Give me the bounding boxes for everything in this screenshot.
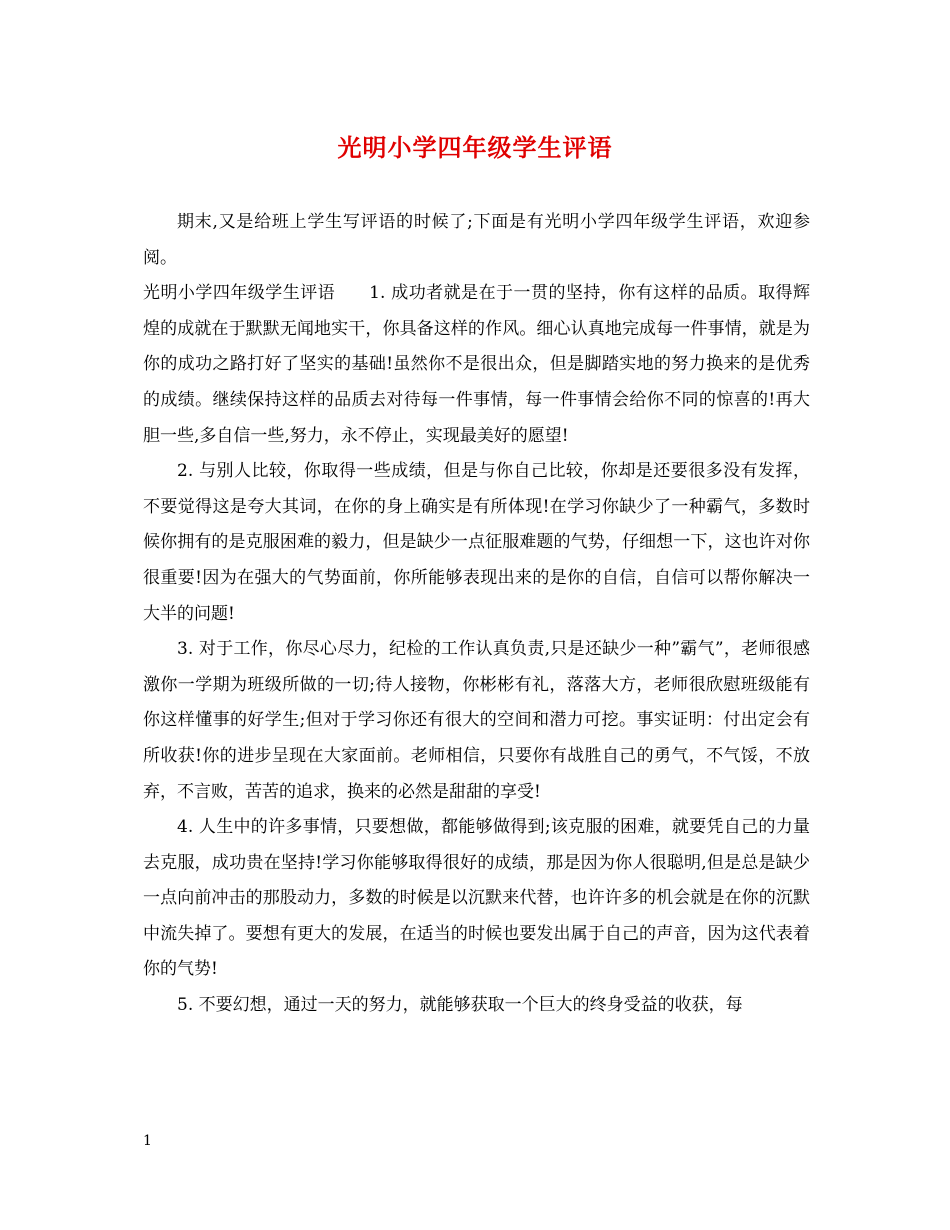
document-body [143,205,810,1024]
document-title: 光明小学四年级学生评语 [337,133,613,162]
first-comment-paragraph [143,276,810,454]
page-number: 1 [143,1133,152,1149]
intro-paragraph: 期末,又是给班上学生写评语的时候了;下面是有光明小学四年级学生评语，欢迎参阅。 [143,212,810,268]
comment-1: 1. 成功者就是在于一贯的坚持，你有这样的品质。取得辉煌的成就在于默默无闻地实干，你具备这样的作风。细心认真地完成每一件事情，就是为你的成功之路打好了坚实的基础!虽然你不是很出众，但是脚踏实地的努力换来的是优秀的成绩。继续保持这样的品质去对待每一件事情，每一件事情会给你不同的惊喜的!再大胆一些,多自信一些,努力，永不停止，实现最美好的愿望! [143,283,811,446]
comment-2: 2. 与别人比较，你取得一些成绩，但是与你自己比较，你却是还要很多没有发挥，不要觉得这是夸大其词，在你的身上确实是有所体现!在学习你缺少了一种霸气，多数时候你拥有的是克服困难的毅力，但是缺少一点征服难题的气势，仔细想一下，这也许对你很重要!因为在强大的气势面前，你所能够表现出来的是你的自信，自信可以帮你解决一大半的问题! [143,461,810,624]
section-heading: 光明小学四年级学生评语 [143,283,336,304]
comment-5: 5. 不要幻想，通过一天的努力，就能够获取一个巨大的终身受益的收获，每 [177,995,743,1016]
comment-3: 3. 对于工作，你尽心尽力，纪检的工作认真负责,只是还缺少一种”霸气”，老师很感激你一学期为班级所做的一切;待人接物，你彬彬有礼，落落大方，老师很欣慰班级能有你这样懂事的好学生;但对于学习你还有很大的空间和潜力可挖。事实证明：付出定会有所收获!你的进步呈现在大家面前。老师相信，只要你有战胜自己的勇气，不气馁，不放弃，不言败，苦苦的追求，换来的必然是甜甜的享受! [143,639,810,802]
comment-4: 4. 人生中的许多事情，只要想做，都能够做得到;该克服的困难，就要凭自己的力量去克服，成功贵在坚持!学习你能够取得很好的成绩，那是因为你人很聪明,但是总是缺少一点向前冲击的那股动力，多数的时候是以沉默来代替，也许许多的机会就是在你的沉默中流失掉了。要想有更大的发展，在适当的时候也要发出属于自己的声音，因为这代表着你的气势! [143,817,810,980]
